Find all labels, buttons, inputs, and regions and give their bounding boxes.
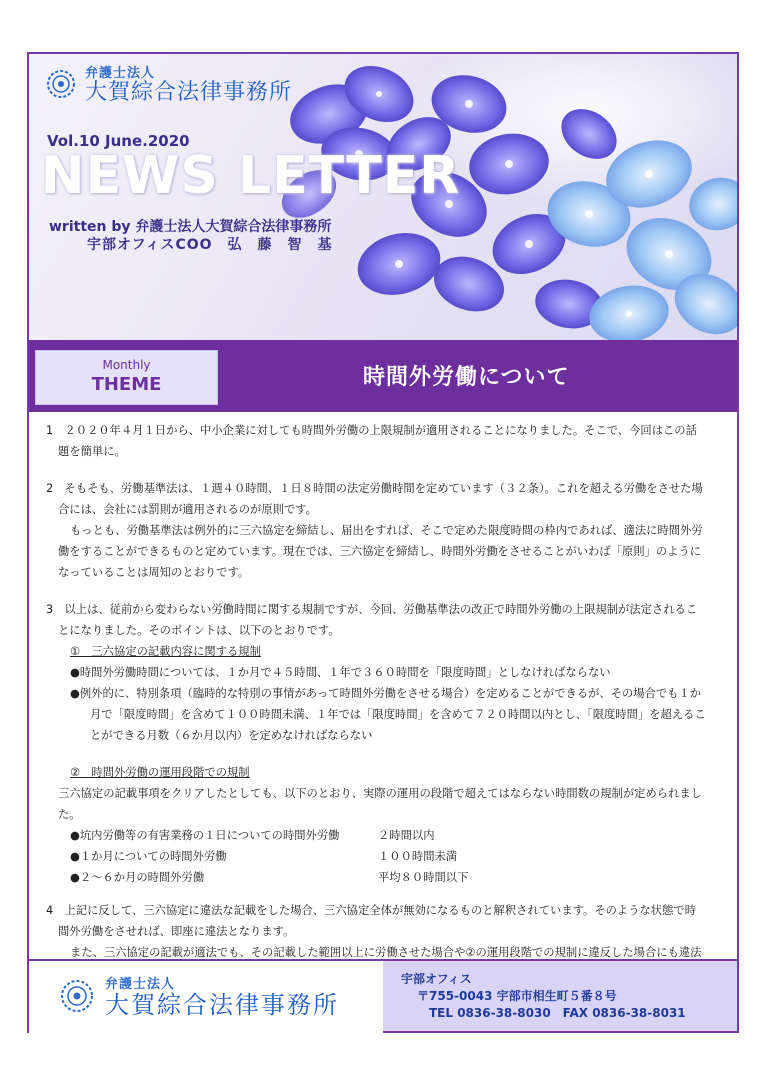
theme-bar (29, 340, 737, 412)
limit-row (46, 825, 706, 846)
section-3-intro: 3 以上は、従前から変わらない労働時間に関する規制ですが、今回、労働基準法の改正で時間外労働の上限規制が法定されることになりました。そのポイントは、以下のとおりです。 (46, 603, 698, 637)
laurel-wreath-emblem-icon (43, 66, 79, 102)
section-2-paragraph-2: もっとも、労働基準法は例外的に三六協定を締結し、届出をすれば、そこで定めた限度時間の枠内であれば、適法に時間外労働をすることができるものと定めています。現在では、三六協定を締結し、時間外労働をさせることがいわば「原則」のようになっていることは周知のとおりです。 (58, 524, 703, 579)
limit-row-label: ●２～６か月の時間外労働 (70, 871, 205, 884)
subheading-1: ① 三六協定の記載内容に関する規制 (70, 645, 261, 658)
section-2-paragraph-1: 2 そもそも、労働基準法は、１週４０時間、１日８時間の法定労働時間を定めています（３２条）。これを超える労働をさせた場合には、会社には罰則が適用されるのが原則です。 (46, 482, 703, 516)
section-1: 1 ２０２０年４月１日から、中小企業に対しても時間外労働の上限規制が適用されることになりました。そこで、今回はこの話題を簡単に。 (46, 424, 697, 458)
section-3-paragraph-2: 三六協定の記載事項をクリアしたとしても、以下のとおり、実際の運用の段階で超えてはならない時間数の規制が定められました。 (58, 787, 702, 821)
footer-firm-type: 弁護士法人 (105, 977, 176, 992)
limit-row-label: ●坑内労働等の有害業務の１日についての時間外労働 (70, 829, 340, 842)
footer-contact-area (383, 959, 737, 1031)
article-body (46, 420, 706, 984)
section-4-paragraph-2: また、三六協定の記載が適法でも、その記載した範囲以上に労働させた場合や②の運用段階での規制に違反した場合にも違法 (70, 946, 702, 959)
office-contact: TEL 0836-38-8030 FAX 0836-38-8031 (429, 1006, 686, 1020)
limit-row (46, 867, 706, 888)
monthly-label: Monthly (102, 358, 151, 372)
section-4-paragraph-1: 4 上記に反して、三六協定に違法な記載をした場合、三六協定全体が無効になるものと解釈されています。そのような状態で時間外労働をさせれば、即座に違法となります。 (46, 904, 696, 938)
header-logo (43, 62, 292, 105)
office-info (401, 971, 686, 1022)
limit-row-label: ●１か月についての時間外労働 (70, 850, 227, 863)
limit-row-value: ２時間以内 (378, 829, 435, 842)
footer-logo (57, 973, 339, 1018)
limit-row-value: 平均８０時間以下 (378, 871, 469, 884)
office-name: 宇部オフィス (401, 972, 472, 986)
footer-logo-area (29, 959, 383, 1033)
bullet-2: ●例外的に、特別条項（臨時的な特別の事情があって時間外労働をさせる場合）を定めることができるが、その場合でも１か月で「限度時間」を含めて１００時間未満、１年では「限度時間」を含めて７２０時間以内とし、「限度時間」を超えることができる月数（６か月以内）を定めなければならない (70, 687, 706, 742)
newsletter-header (29, 54, 737, 340)
office-address: 〒755-0043 宇部市相生町５番８号 (417, 989, 617, 1003)
footer-firm-name: 大賀綜合法律事務所 (105, 991, 339, 1019)
subheading-2: ② 時間外労働の運用段階での規制 (70, 766, 250, 779)
bullet-1: ●時間外労働時間については、１か月で４５時間、１年で３６０時間を「限度時間」としなければならない (70, 666, 611, 679)
limit-row (46, 846, 706, 867)
volume-date: Vol.10 June.2020 (47, 132, 190, 150)
theme-label: THEME (91, 374, 162, 395)
monthly-theme-box (35, 350, 218, 405)
author-line: 宇部オフィスCOO 弘 藤 智 基 (87, 237, 333, 253)
limit-row-value: １００時間未満 (378, 850, 458, 863)
firm-name: 大賀綜合法律事務所 (85, 80, 293, 105)
written-by: written by 弁護士法人大賀綜合法律事務所 (49, 219, 332, 235)
laurel-wreath-emblem-icon (57, 976, 97, 1016)
newsletter-title: NEWS LETTER (41, 146, 461, 206)
firm-type-label: 弁護士法人 (85, 66, 156, 81)
theme-title: 時間外労働について (363, 365, 570, 390)
